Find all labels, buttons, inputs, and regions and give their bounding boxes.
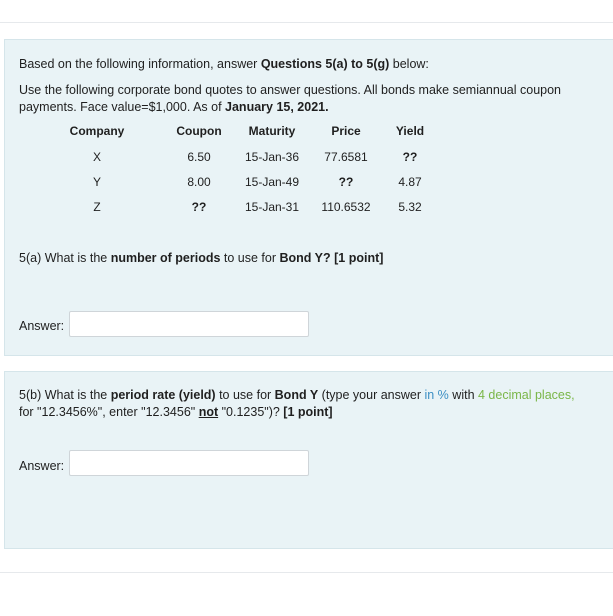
table-header-company: Company xyxy=(69,124,125,138)
table-cell: X xyxy=(92,150,101,164)
table-cell: 110.6532 xyxy=(321,200,371,214)
top-divider xyxy=(0,22,613,23)
table-cell: 77.6581 xyxy=(324,150,368,164)
table-cell: 15-Jan-49 xyxy=(244,175,300,189)
table-cell: ?? xyxy=(402,150,418,164)
table-cell: Y xyxy=(92,175,101,189)
table-cell: ?? xyxy=(338,175,354,189)
as-of-date: January 15, 2021. xyxy=(225,100,329,114)
question-panel-5b xyxy=(4,371,613,549)
decimal-places-text: 4 decimal places, xyxy=(478,388,575,402)
table-cell: 8.00 xyxy=(187,175,211,189)
question-5b-text: 5(b) What is the period rate (yield) to use for Bond Y (type your answer in % with 4 decimal places, for "12.3456%", enter "12.3456" not "0.1235")? [1 point] xyxy=(19,388,575,419)
answer-5a-input[interactable] xyxy=(69,311,309,337)
bottom-divider xyxy=(0,572,613,573)
answer-label: Answer: xyxy=(19,459,65,473)
table-header-price: Price xyxy=(331,124,361,138)
table-cell: 15-Jan-31 xyxy=(244,200,300,214)
question-5a-text: 5(a) What is the number of periods to use for Bond Y? [1 point] xyxy=(19,251,384,265)
questions-range: Questions 5(a) to 5(g) xyxy=(260,57,390,71)
answer-label: Answer: xyxy=(19,319,65,333)
table-cell: 15-Jan-36 xyxy=(244,150,300,164)
table-header-maturity: Maturity xyxy=(248,124,296,138)
table-cell: 6.50 xyxy=(187,150,211,164)
table-cell: Z xyxy=(93,200,101,214)
table-cell: ?? xyxy=(191,200,207,214)
answer-5b-input[interactable] xyxy=(69,450,309,476)
intro-text: Based on the following information, answer Questions 5(a) to 5(g) below: xyxy=(19,57,429,71)
in-percent-text: in % xyxy=(424,388,449,402)
table-cell: 4.87 xyxy=(398,175,422,189)
question-panel-5a xyxy=(4,39,613,356)
table-header-coupon: Coupon xyxy=(176,124,222,138)
table-header-yield: Yield xyxy=(395,124,425,138)
not-text: not xyxy=(198,405,219,419)
instructions-text: Use the following corporate bond quotes to answer questions. All bonds make semiannual coupon payments. Face value=$1,000. As of January 15, 2021. xyxy=(19,83,562,114)
table-cell: 5.32 xyxy=(398,200,422,214)
